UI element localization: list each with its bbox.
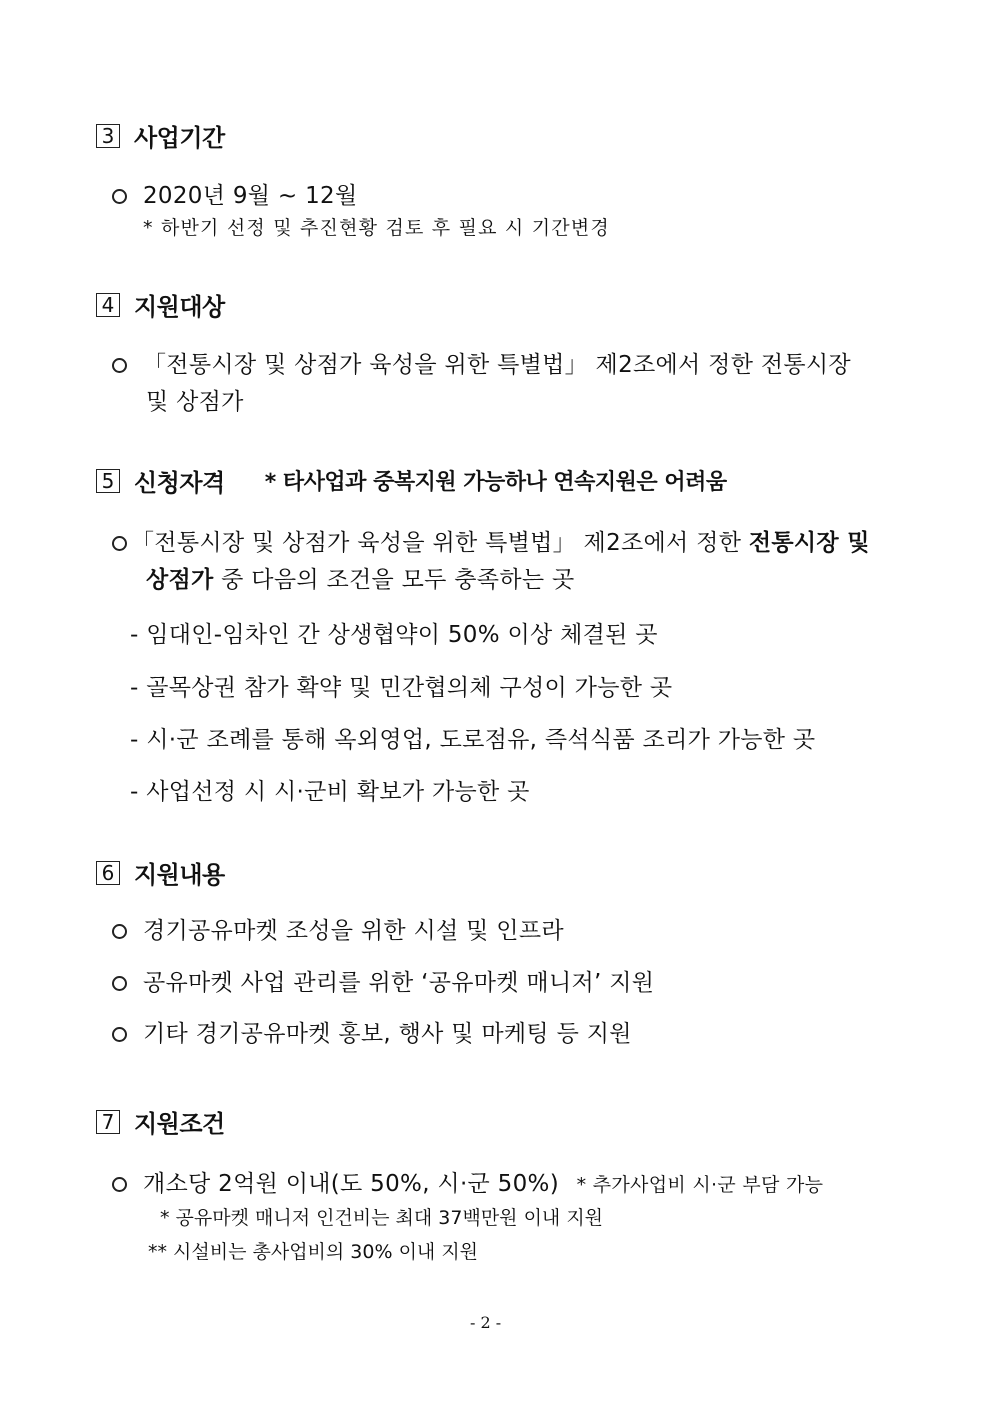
bullet-item (112, 964, 654, 997)
section-number: 3 (96, 124, 120, 148)
bullet-emphasis: 상점가 (146, 567, 214, 593)
note: ** 시설비는 총사업비의 30% 이내 지원 (148, 1241, 479, 1263)
bullet-text: 「전통시장 및 상점가 육성을 위한 특별법」 제2조에서 정한 (131, 530, 749, 556)
bullet-item (112, 912, 564, 945)
section-5-heading (96, 463, 727, 498)
dash-item: - 사업선정 시 시·군비 확보가 가능한 곳 (130, 779, 530, 805)
bullet-item (112, 1015, 632, 1048)
circle-bullet-icon (112, 924, 127, 939)
section-number: 7 (96, 1110, 120, 1134)
bullet-text: 기타 경기공유마켓 홍보, 행사 및 마케팅 등 지원 (143, 1021, 632, 1047)
bullet-emphasis: 전통시장 및 (748, 530, 870, 556)
bullet-continuation: 및 상점가 (146, 389, 244, 415)
section-6-heading (96, 855, 225, 890)
section-3-heading (96, 118, 225, 153)
dash-item: - 시·군 조례를 통해 옥외영업, 도로점유, 즉석식품 조리가 가능한 곳 (130, 727, 816, 753)
circle-bullet-icon (112, 1177, 127, 1192)
section-title: 신청자격 (134, 469, 225, 497)
bullet-item (112, 177, 358, 210)
circle-bullet-icon (112, 358, 127, 373)
circle-bullet-icon (112, 1027, 127, 1042)
bullet-text: 경기공유마켓 조성을 위한 시설 및 인프라 (143, 918, 564, 944)
section-title-note: * 타사업과 중복지원 가능하나 연속지원은 어려움 (264, 470, 727, 495)
section-title: 지원대상 (134, 293, 225, 321)
bullet-item (112, 346, 851, 379)
bullet-text: 중 다음의 조건을 모두 충족하는 곳 (213, 567, 575, 593)
section-number: 5 (96, 469, 120, 493)
section-number: 6 (96, 861, 120, 885)
bullet-note: * 추가사업비 시·군 부담 가능 (576, 1174, 824, 1196)
bullet-item (112, 524, 870, 557)
page-number: - 2 - (470, 1313, 502, 1332)
section-number: 4 (96, 293, 120, 317)
note: * 공유마켓 매니저 인건비는 최대 37백만원 이내 지원 (160, 1207, 604, 1229)
bullet-item (112, 1165, 823, 1198)
section-4-heading (96, 287, 225, 322)
note: * 하반기 선정 및 추진현황 검토 후 필요 시 기간변경 (143, 217, 610, 239)
bullet-text: 공유마켓 사업 관리를 위한 ‘공유마켓 매니저’ 지원 (143, 970, 655, 996)
bullet-text: 「전통시장 및 상점가 육성을 위한 특별법」 제2조에서 정한 전통시장 (143, 352, 851, 378)
section-title: 지원조건 (134, 1110, 225, 1138)
bullet-text: 개소당 2억원 이내(도 50%, 시·군 50%) (143, 1171, 559, 1197)
circle-bullet-icon (112, 189, 127, 204)
section-title: 사업기간 (134, 124, 225, 152)
bullet-text: 2020년 9월 ~ 12월 (143, 183, 358, 209)
circle-bullet-icon (112, 976, 127, 991)
section-7-heading (96, 1104, 225, 1139)
circle-bullet-icon (112, 536, 127, 551)
section-title: 지원내용 (134, 861, 225, 889)
dash-item: - 임대인-임차인 간 상생협약이 50% 이상 체결된 곳 (130, 622, 658, 648)
bullet-continuation (146, 561, 574, 594)
dash-item: - 골목상권 참가 확약 및 민간협의체 구성이 가능한 곳 (130, 675, 673, 701)
